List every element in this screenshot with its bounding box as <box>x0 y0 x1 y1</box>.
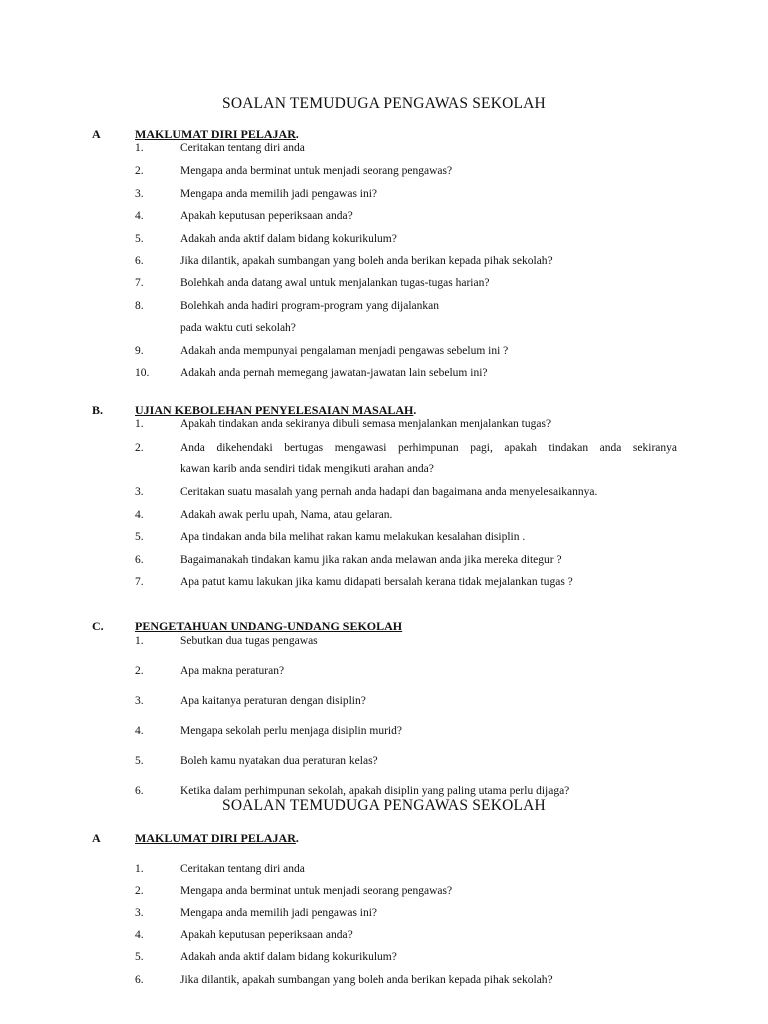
item-number: 4. <box>135 210 144 222</box>
item-number: 5. <box>135 755 144 767</box>
question-text: Mengapa anda memilih jadi pengawas ini? <box>180 188 378 200</box>
section-letter-a: A <box>92 127 101 141</box>
question-text: Mengapa anda berminat untuk menjadi seorang pengawas? <box>180 885 453 897</box>
question-text: Ceritakan suatu masalah yang pernah anda hadapi dan bagaimana anda menyelesaikannya. <box>180 486 598 498</box>
question-text: Boleh kamu nyatakan dua peraturan kelas? <box>180 755 378 767</box>
question-text: Jika dilantik, apakah sumbangan yang boleh anda berikan kepada pihak sekolah? <box>180 974 553 986</box>
question-text: Mengapa anda memilih jadi pengawas ini? <box>180 907 378 919</box>
section-heading-c: PENGETAHUAN UNDANG-UNDANG SEKOLAH <box>135 619 403 633</box>
item-number: 1. <box>135 142 144 154</box>
question-text: Adakah anda pernah memegang jawatan-jawatan lain sebelum ini? <box>180 367 488 379</box>
item-number: 3. <box>135 486 144 498</box>
item-number: 2. <box>135 885 144 897</box>
page-title: SOALAN TEMUDUGA PENGAWAS SEKOLAH <box>222 797 546 814</box>
section-letter-c: C. <box>92 619 104 633</box>
item-number: 3. <box>135 907 144 919</box>
question-text: Jika dilantik, apakah sumbangan yang boleh anda berikan kepada pihak sekolah? <box>180 255 553 267</box>
section-heading-b: UJIAN KEBOLEHAN PENYELESAIAN MASALAH. <box>135 403 417 417</box>
item-number: 6. <box>135 785 144 797</box>
item-number: 2. <box>135 165 144 177</box>
question-text: Apa makna peraturan? <box>180 665 285 677</box>
item-number: 7. <box>135 576 144 588</box>
item-number: 4. <box>135 929 144 941</box>
section-letter-b: B. <box>92 403 104 417</box>
question-text: Ketika dalam perhimpunan sekolah, apakah disiplin yang paling utama perlu dijaga? <box>180 785 570 797</box>
question-text: Adakah anda aktif dalam bidang kokurikulum? <box>180 951 397 963</box>
question-text: Apa tindakan anda bila melihat rakan kamu melakukan kesalahan disiplin . <box>180 531 526 543</box>
item-number: 5. <box>135 951 144 963</box>
question-text: Apa patut kamu lakukan jika kamu didapati bersalah kerana tidak mejalankan tugas ? <box>180 576 573 588</box>
question-text: Apakah tindakan anda sekiranya dibuli semasa menjalankan menjalankan tugas? <box>180 418 552 430</box>
question-text: Mengapa anda berminat untuk menjadi seorang pengawas? <box>180 165 453 177</box>
item-number: 2. <box>135 442 144 454</box>
question-text-continued: pada waktu cuti sekolah? <box>180 322 296 334</box>
item-number: 4. <box>135 509 144 521</box>
question-text: Mengapa sekolah perlu menjaga disiplin murid? <box>180 725 402 737</box>
item-number: 2. <box>135 665 144 677</box>
question-text: Anda dikehendaki bertugas mengawasi perhimpunan pagi, apakah tindakan anda sekiranya <box>180 442 677 454</box>
question-text: Adakah awak perlu upah, Nama, atau gelaran. <box>180 509 393 521</box>
item-number: 5. <box>135 531 144 543</box>
item-number: 3. <box>135 695 144 707</box>
item-number: 5. <box>135 233 144 245</box>
question-text: Ceritakan tentang diri anda <box>180 863 305 875</box>
question-text: Bolehkah anda datang awal untuk menjalankan tugas-tugas harian? <box>180 277 490 289</box>
section-heading-a: MAKLUMAT DIRI PELAJAR. <box>135 831 299 845</box>
question-text: Bolehkah anda hadiri program-program yang dijalankan <box>180 300 439 312</box>
question-text: Apa kaitanya peraturan dengan disiplin? <box>180 695 366 707</box>
item-number: 8. <box>135 300 144 312</box>
item-number: 10. <box>135 367 150 379</box>
question-text-continued: kawan karib anda sendiri tidak mengikuti arahan anda? <box>180 463 434 475</box>
item-number: 6. <box>135 554 144 566</box>
item-number: 1. <box>135 635 144 647</box>
question-text: Bagaimanakah tindakan kamu jika rakan anda melawan anda jika mereka ditegur ? <box>180 554 562 566</box>
question-text: Sebutkan dua tugas pengawas <box>180 635 318 647</box>
question-text: Adakah anda mempunyai pengalaman menjadi pengawas sebelum ini ? <box>180 345 509 357</box>
question-text: Apakah keputusan peperiksaan anda? <box>180 210 353 222</box>
question-text: Adakah anda aktif dalam bidang kokurikulum? <box>180 233 397 245</box>
item-number: 9. <box>135 345 144 357</box>
item-number: 1. <box>135 418 144 430</box>
item-number: 4. <box>135 725 144 737</box>
item-number: 1. <box>135 863 144 875</box>
page-title: SOALAN TEMUDUGA PENGAWAS SEKOLAH <box>222 95 546 112</box>
item-number: 6. <box>135 974 144 986</box>
section-heading-a: MAKLUMAT DIRI PELAJAR. <box>135 127 299 141</box>
item-number: 6. <box>135 255 144 267</box>
item-number: 7. <box>135 277 144 289</box>
question-text: Apakah keputusan peperiksaan anda? <box>180 929 353 941</box>
question-text: Ceritakan tentang diri anda <box>180 142 305 154</box>
section-letter-a: A <box>92 831 101 845</box>
item-number: 3. <box>135 188 144 200</box>
